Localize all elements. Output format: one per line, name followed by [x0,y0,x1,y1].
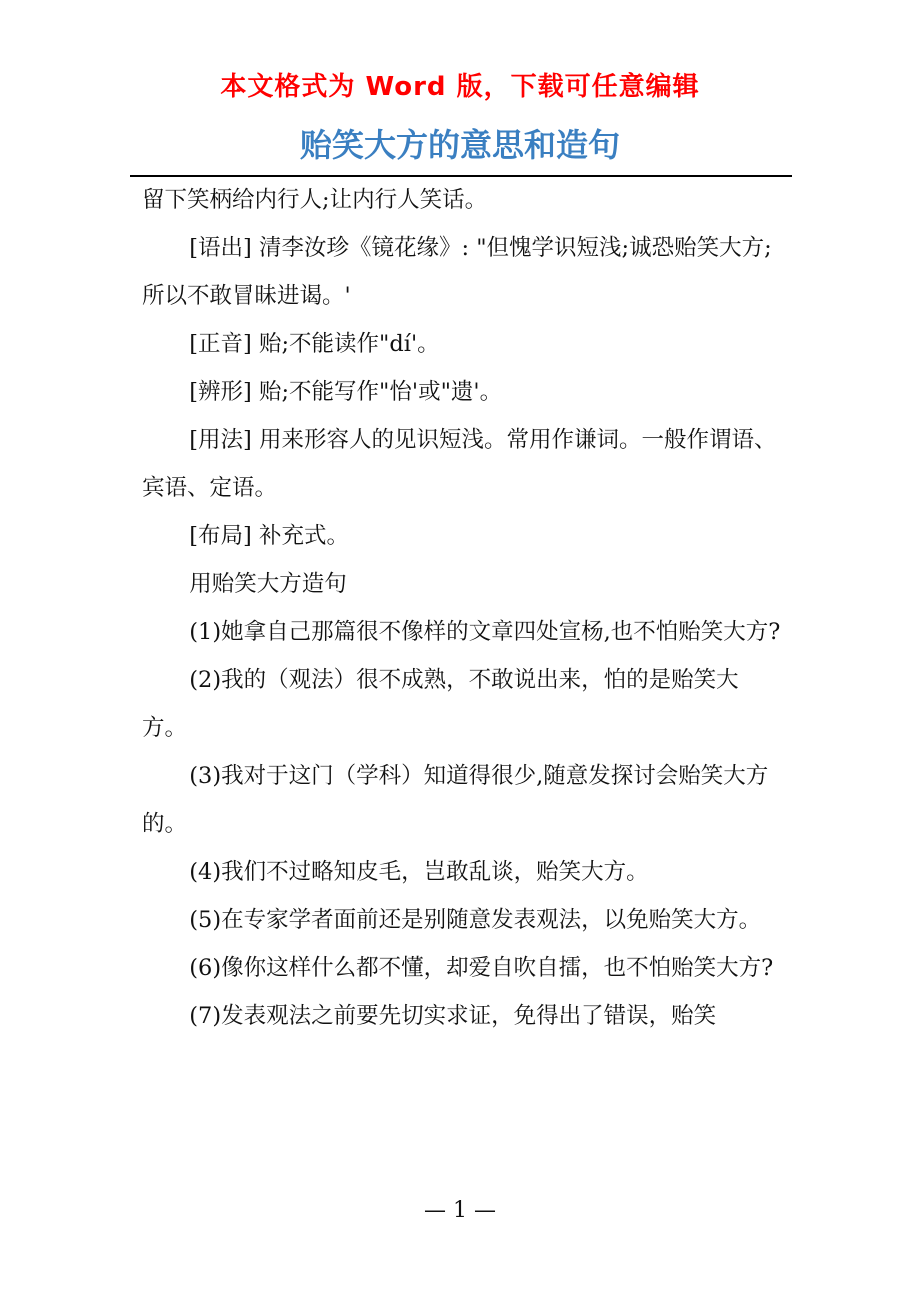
document-body [142,176,782,1040]
document-title: 贻笑大方的意思和造句 [299,126,620,164]
example-sentence: (5)在专家学者面前还是别随意发表观法，以免贻笑大方。 [189,907,762,933]
paragraph: [用法] 用来形容人的见识短浅。常用作谦词。一般作谓语、宾语、定语。 [142,427,777,501]
format-notice-banner: 本文格式为 Word 版，下载可任意编辑 [220,72,700,102]
paragraph: [语出] 清李汝珍《镜花缘》: "但愧学识短浅;诚恐贻笑大方;所以不敢冒昧进谒。' [142,235,772,309]
paragraph: [辨形] 贻;不能写作"怡'或"遗'。 [189,379,503,405]
example-sentence: (7)发表观法之前要先切实求证，免得出了错误，贻笑 [189,1003,717,1029]
paragraph: [布局] 补充式。 [189,523,349,549]
section-heading: 用贻笑大方造句 [189,571,347,597]
example-sentence: (1)她拿自己那篇很不像样的文章四处宣杨,也不怕贻笑大方? [189,619,781,645]
paragraph: 留下笑柄给内行人;让内行人笑话。 [142,187,488,213]
example-sentence: (2)我的（观法）很不成熟，不敢说出来，怕的是贻笑大方。 [142,667,739,741]
example-sentence: (6)像你这样什么都不懂，却爱自吹自擂，也不怕贻笑大方? [189,955,774,981]
page-number: — 1 — [424,1198,496,1223]
paragraph: [正音] 贻;不能读作"dí'。 [189,331,440,357]
example-sentence: (3)我对于这门（学科）知道得很少,随意发探讨会贻笑大方的。 [142,763,769,837]
example-sentence: (4)我们不过略知皮毛，岂敢乱谈，贻笑大方。 [189,859,649,885]
